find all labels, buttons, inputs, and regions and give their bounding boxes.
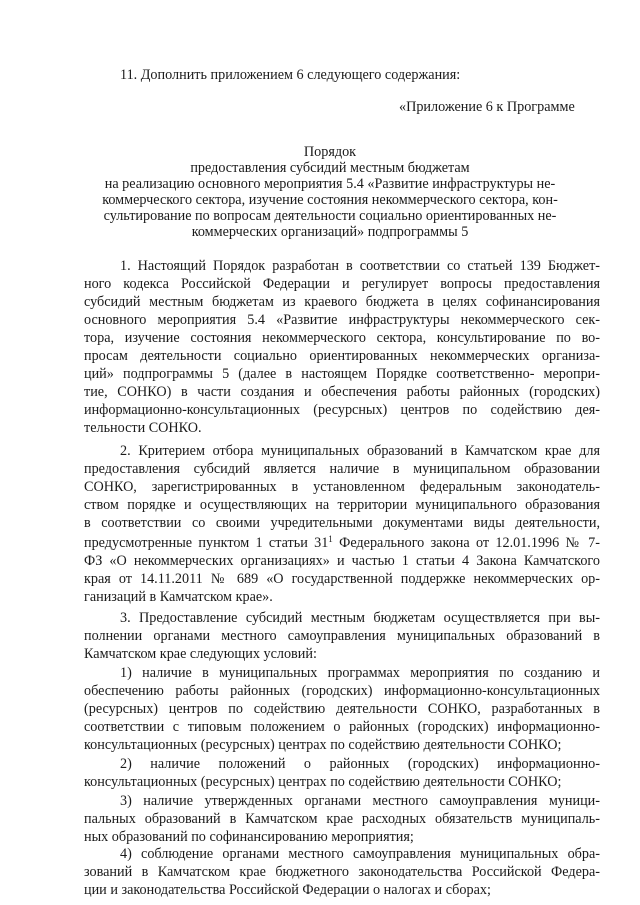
text-line: ции и законодательства Российской Федерации о налогах и сборах;	[84, 882, 491, 898]
text-line: консультационных (ресурсных) центрах по содействию деятельности СОНКО;	[84, 737, 562, 753]
text-line: Камчатском крае следующих условий:	[84, 646, 317, 662]
text-line: 1. Настоящий Порядок разработан в соответствии со статьей 139 Бюджет-	[120, 258, 600, 274]
text-line: в соответствии со своими учредительными документами виды деятельности,	[84, 515, 600, 531]
title-line: предоставления субсидий местным бюджетам	[190, 160, 470, 176]
text-line: обеспечению работы районных (городских) информационно-консультационных	[84, 683, 600, 699]
text-line: основного мероприятия 5.4 «Развитие инфраструктуры некоммерческого сек-	[84, 312, 600, 328]
amendment-item-11: 11. Дополнить приложением 6 следующего содержания:	[120, 67, 461, 83]
text-line: 3. Предоставление субсидий местным бюджетам осуществляется при вы-	[120, 610, 600, 626]
text-line: края от 14.11.2011 № 689 «О государственной поддержке некоммерческих ор-	[84, 571, 600, 587]
superscript: 1	[328, 534, 333, 544]
text-line: 3) наличие утвержденных органами местного самоуправления муници-	[120, 793, 600, 809]
text-span: предусмотренные пунктом 1 статьи 31	[84, 535, 329, 551]
text-line: ных образований по софинансированию мероприятия;	[84, 829, 414, 845]
text-line: ФЗ «О некоммерческих организациях» и частью 1 статьи 4 Закона Камчатского	[84, 553, 600, 569]
text-line: ством порядке и осуществляющих на территории муниципального образования	[84, 497, 600, 513]
text-line: тие, СОНКО) в части создания и обеспечения работы районных (городских)	[84, 384, 600, 400]
text-line: СОНКО, зарегистрированных в установленном федеральным законодатель-	[84, 479, 600, 495]
text-span: Федерального закона от 12.01.1996 № 7-	[332, 535, 600, 551]
text-line: предоставления субсидий является наличие в муниципальном образовании	[84, 461, 600, 477]
text-line: консультационных (ресурсных) центрах по содействию деятельности СОНКО;	[84, 774, 562, 790]
text-line: полнении органами местного самоуправления муниципальных образований в	[84, 628, 600, 644]
text-line: 4) соблюдение органами местного самоуправления муниципальных обра-	[120, 846, 600, 862]
appendix-reference: «Приложение 6 к Программе	[399, 99, 575, 115]
text-line: соответствии с типовым положением о районных (городских) информационно-	[84, 719, 600, 735]
text-line: ганизаций в Камчатском крае».	[84, 589, 273, 605]
text-line: субсидий местным бюджетам из краевого бюджета в целях софинансирования	[84, 294, 600, 310]
text-line: 1) наличие в муниципальных программах мероприятия по созданию и	[120, 665, 600, 681]
text-line: информационно-консультационных (ресурсных) центров по содействию дея-	[84, 402, 600, 418]
title-line: сультирование по вопросам деятельности социально ориентированных не-	[103, 208, 557, 224]
text-line	[84, 535, 600, 552]
text-line: (ресурсных) центров по содействию деятельности СОНКО, разработанных в	[84, 701, 600, 717]
text-line: ций» подпрограммы 5 (далее в настоящем Порядке соответственно- меропри-	[84, 366, 600, 382]
text-line: 2) наличие положений о районных (городских) информационно-	[120, 756, 600, 772]
title-line: на реализацию основного мероприятия 5.4 «Развитие инфраструктуры не-	[104, 176, 556, 192]
title-line: коммерческого сектора, изучение состояния некоммерческого сектора, кон-	[102, 192, 558, 208]
text-line: ного кодекса Российской Федерации и регулирует вопросы предоставления	[84, 276, 600, 292]
text-line: тельности СОНКО.	[84, 420, 202, 436]
text-line: пальных образований в Камчатском крае расходных обязательств муниципаль-	[84, 811, 600, 827]
text-line: тора, изучение состояния некоммерческого сектора, консультирование по во-	[84, 330, 600, 346]
text-line: просам деятельности социально ориентированных некоммерческих организа-	[84, 348, 600, 364]
title-line: коммерческих организаций» подпрограммы 5	[191, 224, 469, 240]
title-line: Порядок	[303, 144, 357, 160]
text-line: 2. Критерием отбора муниципальных образований в Камчатском крае для	[120, 443, 600, 459]
text-line: зований в Камчатском крае бюджетного законодательства Российской Федера-	[84, 864, 600, 880]
